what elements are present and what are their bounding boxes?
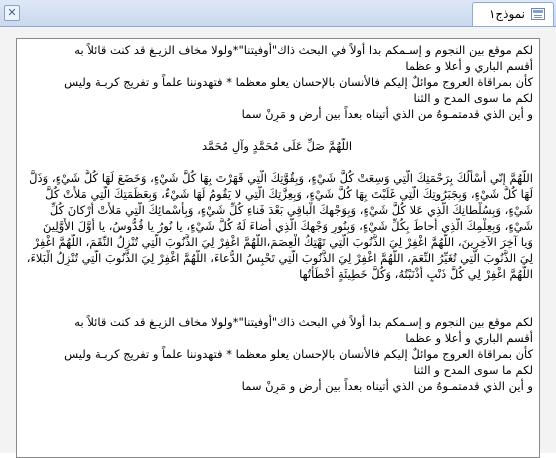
text-area[interactable] <box>16 38 540 458</box>
close-icon[interactable]: ✕ <box>4 5 20 21</box>
text-line: اللَّهُمَّ صَلِّ عَلَى مُحَمَّدٍ وآلِ مُحَمَّد <box>201 139 353 153</box>
text-line: لَهَا كُلُّ شَيْءٍ، وَبِجَبَرُوتِكَ الَّتِي غَلَبْتَ بِهَا كُلَّ شَيْءٍ، وَبِعِزَّتِكَ الَّتِي لا يَقُومُ لَهَا شَيْءٌ، وَبِعَظَمَتِكَ الَّتِي مَلأَتْ كُلَّ <box>45 187 533 201</box>
text-line: لكم موقع بين النجوم و إسـمكم بدا أولاً في البحث ذاك"أوفيتنا"*ولولا مخاف الزيـغ قد كنت قائلاً به <box>74 315 533 329</box>
text-line: و أين الذي قدمتمـوهُ من الذي أتيناه بعداً بين أرض و مَرِنْ سما <box>241 107 533 121</box>
text-line: شَيْءٍ، وَبِعِلْمِكَ الَّذِي أَحاطَ بِكُلِّ شَيْءٍ، وَبِنُورِ وَجْهِكَ الَّذِي أَضاءَ لَهُ كُلُّ شَيْءٍ، يا نُورُ يا قُدُّوسُ، يا أَوَّلَ الأَوَّلِينَ <box>43 219 533 233</box>
text-line: لكم ما سوى المدح و الثنا <box>413 91 533 105</box>
text-line: أقسم الباري و أعلا و عظما <box>405 59 533 73</box>
text-line: أقسم الباري و أعلا و عظما <box>405 331 533 345</box>
form-icon <box>531 8 545 20</box>
text-line: لِيَ الذُّنُوبَ الَّتِي تُغَيِّرُ النِّعَمَ، اللَّهُمَّ اغْفِرْ لِيَ الذُّنُوبَ الَّتِي تَحْبِسُ الدُّعاءَ، اللَّهُمَّ اغْفِرْ لِيَ الذُّنُوبَ الَّتِي تُنْزِلُ الْبَلاءَ، <box>26 251 533 265</box>
blank-line <box>21 298 533 314</box>
blank-line <box>21 282 533 298</box>
tab-label: نموذج١ <box>488 7 525 21</box>
text-lines <box>21 42 533 394</box>
form-body <box>0 27 556 453</box>
text-line: لكم موقع بين النجوم و إسـمكم بدا أولاً في البحث ذاك"أوفيتنا"*ولولا مخاف الزيـغ قد كنت قائلاً به <box>74 43 533 57</box>
tab-form1[interactable] <box>472 2 554 26</box>
text-line: لكم ما سوى المدح و الثنا <box>413 363 533 377</box>
text-line: كأن بمراقاة العروج موائلٌ إليكم فالأنسان بالإحسان يعلو معظما * فتهدوننا علماً و تفريج كربـة وليس <box>64 347 533 361</box>
text-line: كأن بمراقاة العروج موائلٌ إليكم فالأنسان بالإحسان يعلو معظما * فتهدوننا علماً و تفريج كربـة وليس <box>64 75 533 89</box>
text-line: اللّهُمَّ إنّي أَسْأَلُكَ بِرَحْمَتِكَ الَّتِي وَسِعَتْ كُلَّ شَيْءٍ، وَبِقُوَّتِكَ الَّتِي قَهَرْتَ بِهَا كُلَّ شَيْءٍ، وَخَضَعَ لَهَا كُلُّ شَيْءٍ، وَذَلَّ <box>29 171 533 185</box>
title-bar <box>0 0 556 27</box>
text-line: اللَّهُمَّ اغْفِرْ لِي كُلَّ ذَنْبٍ أَذْنَبْتُهُ، وَكُلَّ خَطِيئَةٍ أَخْطَأْتُها <box>299 267 533 281</box>
text-line: وَيا آخِرَ الآخِرِينَ، اللَّهُمَّ اغْفِرْ لِيَ الذُّنُوبَ الَّتِي تَهْتِكُ الْعِصَمَ،اللَّهُمَّ اغْفِرْ لِيَ الذُّنُوبَ الَّتِي تُنْزِلُ النِّقَمَ، اللَّهُمَّ اغْفِرْ <box>33 235 533 249</box>
text-line: شَيْءٍ، وَبِسُلْطانِكَ الَّذِي عَلا كُلَّ شَيْءٍ، وَبِوَجْهِكَ الْباقِي بَعْدَ فَناءِ كُلِّ شَيْءٍ، وَبِأَسْمائِكَ الَّتِي مَلأَتْ أَرْكانَ كُلِّ <box>49 203 533 217</box>
blank-line <box>21 122 533 138</box>
text-line: و أين الذي قدمتمـوهُ من الذي أتيناه بعداً بين أرض و مَرِنْ سما <box>241 379 533 393</box>
blank-line <box>21 154 533 170</box>
